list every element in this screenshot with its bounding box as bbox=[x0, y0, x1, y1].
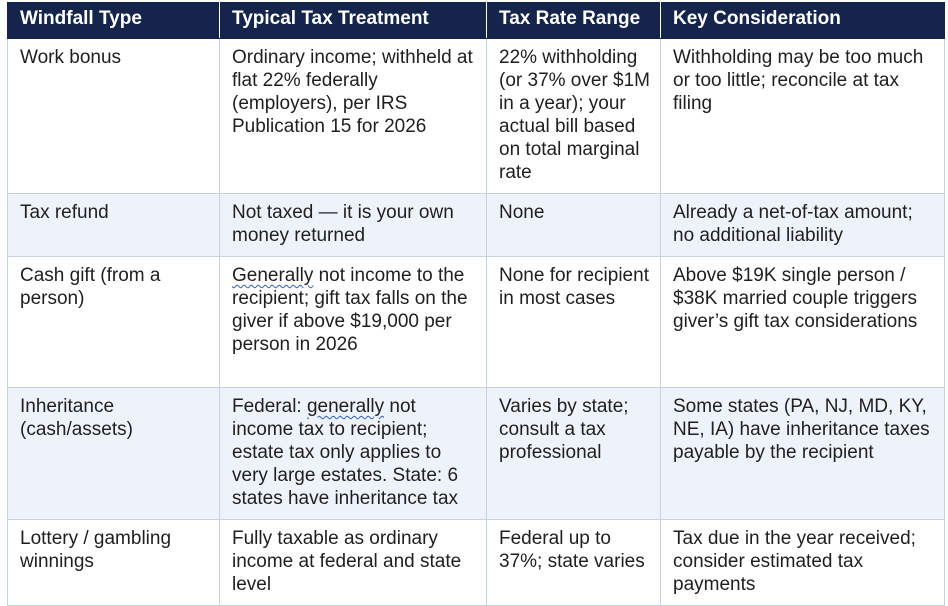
consideration-cell: Tax due in the year received; consider estimated tax payments bbox=[661, 520, 945, 606]
tax-rate-cell: 22% withholding (or 37% over $1M in a year); your actual bill based on total marginal rate bbox=[487, 39, 661, 194]
tax-rate-cell: None for recipient in most cases bbox=[487, 257, 661, 388]
tax-rate-cell: Federal up to 37%; state varies bbox=[487, 520, 661, 606]
table-row bbox=[8, 39, 945, 194]
consideration-cell: Some states (PA, NJ, MD, KY, NE, IA) have inheritance taxes payable by the recipient bbox=[661, 388, 945, 520]
table-row bbox=[8, 257, 945, 388]
consideration-cell: Above $19K single person / $38K married couple triggers giver’s gift tax considerations bbox=[661, 257, 945, 388]
table-row bbox=[8, 194, 945, 257]
header-tax-rate-range: Tax Rate Range bbox=[487, 3, 661, 39]
table-row bbox=[8, 388, 945, 520]
tax-treatment-prefix: Federal: bbox=[232, 396, 307, 417]
table-row bbox=[8, 520, 945, 606]
windfall-type-cell: Tax refund bbox=[8, 194, 220, 257]
header-windfall-type: Windfall Type bbox=[8, 3, 220, 39]
tax-treatment-cell bbox=[220, 388, 487, 520]
windfall-type-cell: Cash gift (from a person) bbox=[8, 257, 220, 388]
tax-treatment-text: not income to the recipient; gift tax falls on the giver if above $19,000 per person in 2026 bbox=[232, 265, 468, 355]
tax-treatment-cell: Fully taxable as ordinary income at federal and state level bbox=[220, 520, 487, 606]
windfall-type-cell: Inheritance (cash/assets) bbox=[8, 388, 220, 520]
spellcheck-flagged-word: Generally bbox=[232, 265, 314, 286]
table-header-row bbox=[8, 3, 945, 39]
tax-rate-cell: None bbox=[487, 194, 661, 257]
windfall-type-cell: Lottery / gambling winnings bbox=[8, 520, 220, 606]
tax-treatment-cell bbox=[220, 257, 487, 388]
header-key-consideration: Key Consideration bbox=[661, 3, 945, 39]
tax-rate-cell: Varies by state; consult a tax professional bbox=[487, 388, 661, 520]
consideration-cell: Withholding may be too much or too little; reconcile at tax filing bbox=[661, 39, 945, 194]
windfall-type-cell: Work bonus bbox=[8, 39, 220, 194]
consideration-cell: Already a net-of-tax amount; no additional liability bbox=[661, 194, 945, 257]
tax-treatment-text: not income tax to recipient; estate tax only applies to very large estates. State: 6 states have inheritance tax bbox=[232, 396, 459, 509]
header-typical-tax-treatment: Typical Tax Treatment bbox=[220, 3, 487, 39]
tax-treatment-cell: Not taxed — it is your own money returned bbox=[220, 194, 487, 257]
tax-treatment-cell: Ordinary income; withheld at flat 22% federally (employers), per IRS Publication 15 for 2026 bbox=[220, 39, 487, 194]
windfall-tax-table bbox=[7, 2, 945, 606]
spellcheck-flagged-word: generally bbox=[306, 396, 385, 417]
